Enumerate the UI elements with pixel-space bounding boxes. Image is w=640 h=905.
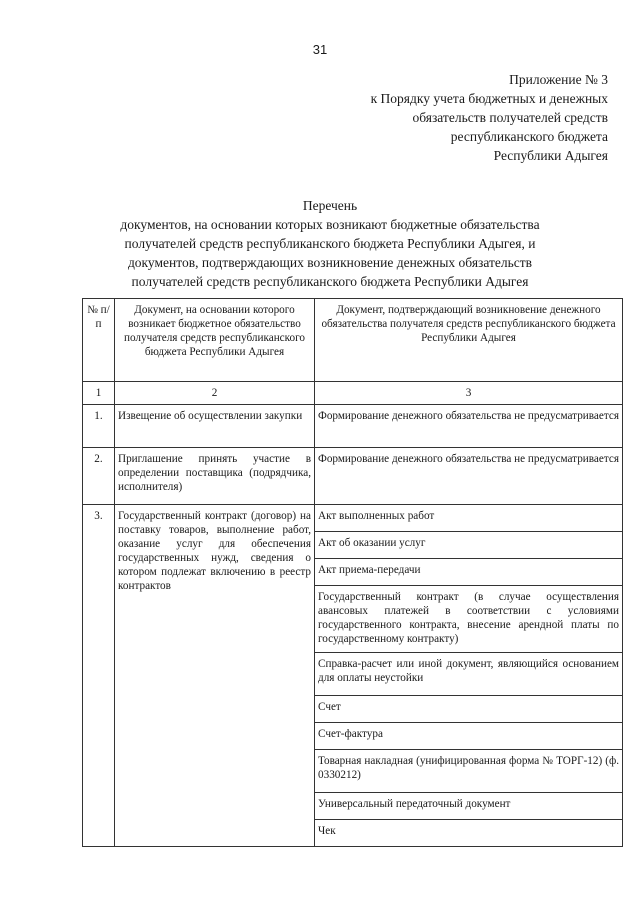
confirming-document-cell: Акт об оказании услуг (315, 532, 623, 559)
table-row (83, 505, 623, 532)
appendix-line: к Порядку учета бюджетных и денежных (370, 91, 608, 106)
heading-line: документов, подтверждающих возникновение денежных обязательств (127, 255, 533, 270)
appendix-line: республиканского бюджета (450, 129, 608, 144)
confirming-document-cell: Акт выполненных работ (315, 505, 623, 532)
heading-line: получателей средств республиканского бюджета Республики Адыгея (131, 274, 529, 289)
heading-line: документов, на основании которых возникают бюджетные обязательства (120, 217, 540, 232)
confirming-document-cell: Счет-фактура (315, 723, 623, 750)
row-number: 2. (83, 448, 115, 505)
confirming-document-cell: Формирование денежного обязательства не предусматривается (315, 405, 623, 448)
document-heading (60, 196, 600, 291)
row-number: 1. (83, 405, 115, 448)
table-row (83, 405, 623, 448)
column-number: 1 (83, 382, 115, 405)
header-basis-document: Документ, на основании которого возникает бюджетное обязательство получателя средств республиканского бюджета Республики Адыгея (115, 299, 315, 382)
header-confirming-document: Документ, подтверждающий возникновение денежного обязательства получателя средств республиканского бюджета Республики Адыгея (315, 299, 623, 382)
confirming-document-cell: Товарная накладная (унифицированная форма № ТОРГ-12) (ф. 0330212) (315, 750, 623, 793)
basis-document-cell: Государственный контракт (договор) на поставку товаров, выполнение работ, оказание услуг для обеспечения государственных нужд, сведения о котором подлежат включению в реестр контрактов (115, 505, 315, 847)
documents-table (82, 298, 623, 847)
heading-line: получателей средств республиканского бюджета Республики Адыгея, и (124, 236, 536, 251)
confirming-document-cell: Счет (315, 696, 623, 723)
column-number: 3 (315, 382, 623, 405)
basis-document-cell: Извещение об осуществлении закупки (115, 405, 315, 448)
confirming-document-cell: Формирование денежного обязательства не предусматривается (315, 448, 623, 505)
table-row (83, 448, 623, 505)
row-number: 3. (83, 505, 115, 847)
header-number: № п/п (83, 299, 115, 382)
appendix-line: Приложение № 3 (509, 72, 608, 87)
confirming-document-cell: Справка-расчет или иной документ, являющийся основанием для оплаты неустойки (315, 653, 623, 696)
confirming-document-cell: Универсальный передаточный документ (315, 793, 623, 820)
confirming-document-cell: Чек (315, 820, 623, 847)
confirming-document-cell: Государственный контракт (в случае осуществления авансовых платежей в соответствии с условиями государственного контракта, внесение арендной платы по государственному контракту) (315, 586, 623, 653)
confirming-document-cell: Акт приема-передачи (315, 559, 623, 586)
heading-title: Перечень (302, 198, 358, 213)
column-numbers-row (83, 382, 623, 405)
page-number: 31 (312, 42, 328, 57)
appendix-line: обязательств получателей средств (412, 110, 608, 125)
appendix-block (308, 70, 608, 165)
basis-document-cell: Приглашение принять участие в определении поставщика (подрядчика, исполнителя) (115, 448, 315, 505)
column-number: 2 (115, 382, 315, 405)
appendix-line: Республики Адыгея (493, 148, 608, 163)
table-header-row (83, 299, 623, 382)
